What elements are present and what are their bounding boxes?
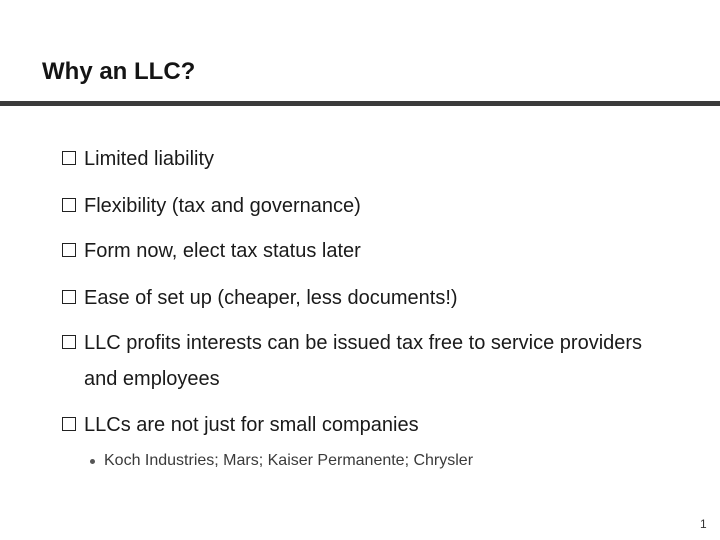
- bullet-item: [62, 188, 361, 224]
- bullet-item: [62, 233, 361, 269]
- bullet-text: Flexibility (tax and governance): [84, 195, 361, 217]
- bullet-item: [62, 325, 674, 397]
- bullet-item: [62, 407, 419, 443]
- checkbox-bullet-icon: [62, 243, 76, 257]
- checkbox-bullet-icon: [62, 151, 76, 165]
- sub-bullet-text: Koch Industries; Mars; Kaiser Permanente; Chrysler: [104, 452, 474, 469]
- bullet-text: LLC profits interests can be issued tax free to service providers and employees: [84, 332, 643, 390]
- bullet-text: Ease of set up (cheaper, less documents!): [84, 287, 458, 309]
- bullet-item: [62, 141, 214, 177]
- bullet-item: [62, 280, 458, 316]
- title-divider: [0, 101, 720, 106]
- slide-title: Why an LLC?: [42, 58, 196, 85]
- page-number: 1: [700, 517, 707, 531]
- bullet-text: Form now, elect tax status later: [84, 240, 361, 262]
- sub-bullet-item: [90, 448, 473, 474]
- checkbox-bullet-icon: [62, 290, 76, 304]
- checkbox-bullet-icon: [62, 417, 76, 431]
- bullet-text: Limited liability: [84, 148, 215, 170]
- bullet-text: LLCs are not just for small companies: [84, 414, 419, 436]
- checkbox-bullet-icon: [62, 335, 76, 349]
- checkbox-bullet-icon: [62, 198, 76, 212]
- dot-bullet-icon: [90, 459, 95, 464]
